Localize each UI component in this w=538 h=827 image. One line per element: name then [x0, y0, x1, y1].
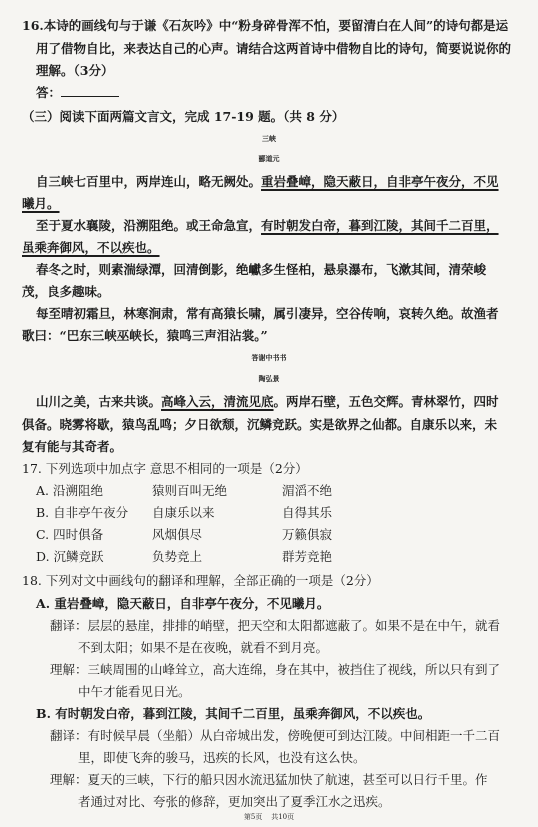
q17-option-d-compare-1: 负势竞上: [152, 549, 203, 564]
passage1-para3-line2: 茂，良多趣味。: [22, 284, 110, 299]
passage2-author: 陶弘景: [258, 374, 280, 383]
passage2-title: 答谢中书书: [251, 353, 287, 362]
underlined-sentence: 重岩叠嶂，隐天蔽日，自非亭午夜分，不见: [261, 174, 499, 189]
q18-option-a-understanding-2: 中午才能看见日光。: [78, 684, 191, 699]
underlined-sentence: 曦月。: [22, 196, 60, 211]
q17-option-c-compare-1: 风烟俱尽: [152, 527, 203, 542]
q18-stem: 18. 下列对文中画线句的翻译和理解，全部正确的一项是（2分）: [22, 573, 379, 588]
q17-option-a-compare-2: 湄滔不绝: [282, 483, 333, 498]
passage1-para4-line1: 每至晴初霜旦，林寒涧肃，常有高猿长啸，属引凄异，空谷传响，哀转久绝。故渔者: [36, 306, 499, 321]
underlined-sentence: 有时朝发白帝，暮到江陵，其间千二百里，: [261, 218, 499, 233]
passage1-para2-line1: [36, 218, 499, 234]
q16-line-3: 理解。（3分）: [36, 63, 114, 78]
q17-option-a-compare-1: 猿则百叫无绝: [152, 483, 228, 498]
q17-option-b-compare-1: 自康乐以来: [152, 505, 215, 520]
passage1-title: 三峡: [262, 134, 276, 143]
q17-option-b-label[interactable]: B. 自非亭午夜分: [36, 505, 129, 520]
q18-option-a-understanding-1: 理解：三峡周围的山峰耸立，高大连绵，身在其中，被挡住了视线，所以只有到了: [50, 662, 501, 677]
passage1-para4-line2: 歌曰：“巴东三峡巫峡长，猿鸣三声泪沾裳。”: [22, 328, 268, 343]
q18-option-b-translation-1: 翻译：有时候早晨（坐船）从白帝城出发，傍晚便可到达江陵。中间相距一千二百: [50, 728, 501, 743]
q18-option-b-translation-2: 里，即使飞奔的骏马，迅疾的长风，也没有这么快。: [78, 750, 366, 765]
q17-option-d-label[interactable]: D. 沉鳞竞跃: [36, 549, 104, 564]
q17-option-a-label[interactable]: A. 沿溯阻绝: [36, 483, 103, 498]
q16-line-1: 16.本诗的画线句与于谦《石灰吟》中“粉身碎骨浑不怕，要留清白在人间”的诗句都是运: [22, 18, 509, 33]
underlined-sentence: 高峰入云，清流见底: [161, 394, 274, 409]
plain-text: 至于夏水襄陵，沿溯阻绝。或王命急宣，: [36, 218, 262, 233]
q18-option-a-quote[interactable]: A. 重岩叠嶂，隐天蔽日，自非亭午夜分，不见曦月。: [36, 596, 330, 611]
section-heading: （三）阅读下面两篇文言文，完成 17-19 题。（共 8 分）: [22, 109, 345, 124]
passage2-line2: 俱备。晓雾将歇，猿鸟乱鸣；夕日欲颓，沉鳞竞跃。实是欲界之仙都。自康乐以来，未: [22, 417, 498, 432]
page-footer: 第5页 共10页: [243, 813, 295, 821]
plain-text: 自三峡七百里中，两岸连山，略无阙处。: [36, 174, 262, 189]
q17-option-c-compare-2: 万籁俱寂: [282, 527, 333, 542]
q17-option-c-label[interactable]: C. 四时俱备: [36, 527, 104, 542]
answer-blank[interactable]: [61, 85, 119, 97]
passage2-line1: [36, 394, 499, 410]
plain-text: 山川之美，古来共谈。: [36, 394, 162, 409]
q18-option-b-understanding-2: 者通过对比、夸张的修辞，更加突出了夏季江水之迅疾。: [78, 794, 391, 809]
q17-stem: 17. 下列选项中加点字 意思不相同的一项是（2分）: [22, 461, 308, 476]
q16-line-2: 用了借物自比，来表达自己的心声。请结合这两首诗中借物自比的诗句，简要说说你的: [36, 41, 512, 56]
passage1-author: 郦道元: [258, 154, 280, 163]
answer-label: 答：: [36, 85, 62, 100]
passage2-line3: 复有能与其奇者。: [22, 439, 123, 454]
passage1-para1-line2: [22, 196, 60, 212]
q18-option-a-translation-2: 不到太阳；如果不是在夜晚，就看不到月亮。: [78, 640, 329, 655]
q18-option-b-quote[interactable]: B. 有时朝发白帝，暮到江陵，其间千二百里，虽乘奔御风，不以疾也。: [36, 706, 431, 721]
passage1-para3-line1: 春冬之时，则素湍绿潭，回清倒影，绝巘多生怪柏，悬泉瀑布，飞漱其间，清荣峻: [36, 262, 487, 277]
q17-option-b-compare-2: 自得其乐: [282, 505, 333, 520]
q17-option-d-compare-2: 群芳竞艳: [282, 549, 333, 564]
q18-option-b-understanding-1: 理解：夏天的三峡，下行的船只因水流迅猛加快了航速，甚至可以日行千里。作: [50, 772, 488, 787]
underlined-sentence: 虽乘奔御风，不以疾也。: [22, 240, 160, 255]
q16-answer: [36, 85, 119, 101]
plain-text: 。两岸石壁，五色交辉。青林翠竹，四时: [273, 394, 499, 409]
q18-option-a-translation-1: 翻译：层层的悬崖，排排的峭壁，把天空和太阳都遮蔽了。如果不是在中午，就看: [50, 618, 501, 633]
passage1-para1-line1: [36, 174, 499, 190]
passage1-para2-line2: [22, 240, 160, 256]
